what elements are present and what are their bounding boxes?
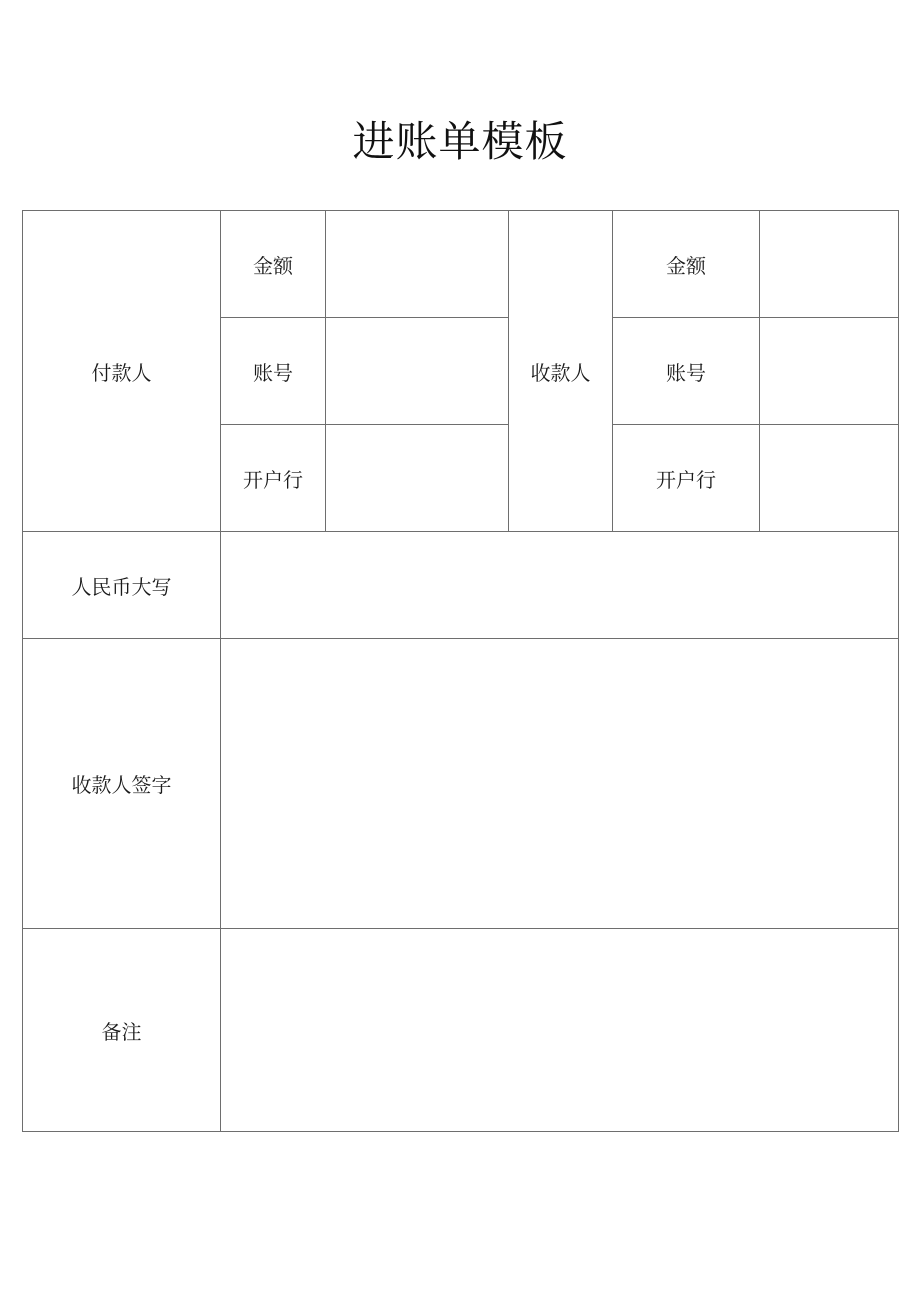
remarks-field[interactable]: [221, 929, 899, 1132]
deposit-slip-table: [22, 210, 899, 1132]
payer-account-label: 账号: [221, 318, 326, 425]
payee-bank-label: 开户行: [613, 425, 760, 532]
payer-amount-label: 金额: [221, 211, 326, 318]
table-row-amount: [23, 211, 899, 318]
payee-signature-label: 收款人签字: [23, 639, 221, 929]
payee-account-field[interactable]: [760, 318, 899, 425]
table-row-capital-amount: [23, 532, 899, 639]
payer-bank-field[interactable]: [326, 425, 509, 532]
table-row-remarks: [23, 929, 899, 1132]
payee-signature-field[interactable]: [221, 639, 899, 929]
capital-amount-field[interactable]: [221, 532, 899, 639]
remarks-label: 备注: [23, 929, 221, 1132]
payee-amount-field[interactable]: [760, 211, 899, 318]
payee-account-label: 账号: [613, 318, 760, 425]
payee-amount-label: 金额: [613, 211, 760, 318]
payer-account-field[interactable]: [326, 318, 509, 425]
page-title: 进账单模板: [352, 117, 568, 166]
payee-label: 收款人: [509, 211, 613, 532]
payee-bank-field[interactable]: [760, 425, 899, 532]
payer-bank-label: 开户行: [221, 425, 326, 532]
table-row-signature: [23, 639, 899, 929]
capital-amount-label: 人民币大写: [23, 532, 221, 639]
payer-amount-field[interactable]: [326, 211, 509, 318]
payer-label: 付款人: [23, 211, 221, 532]
